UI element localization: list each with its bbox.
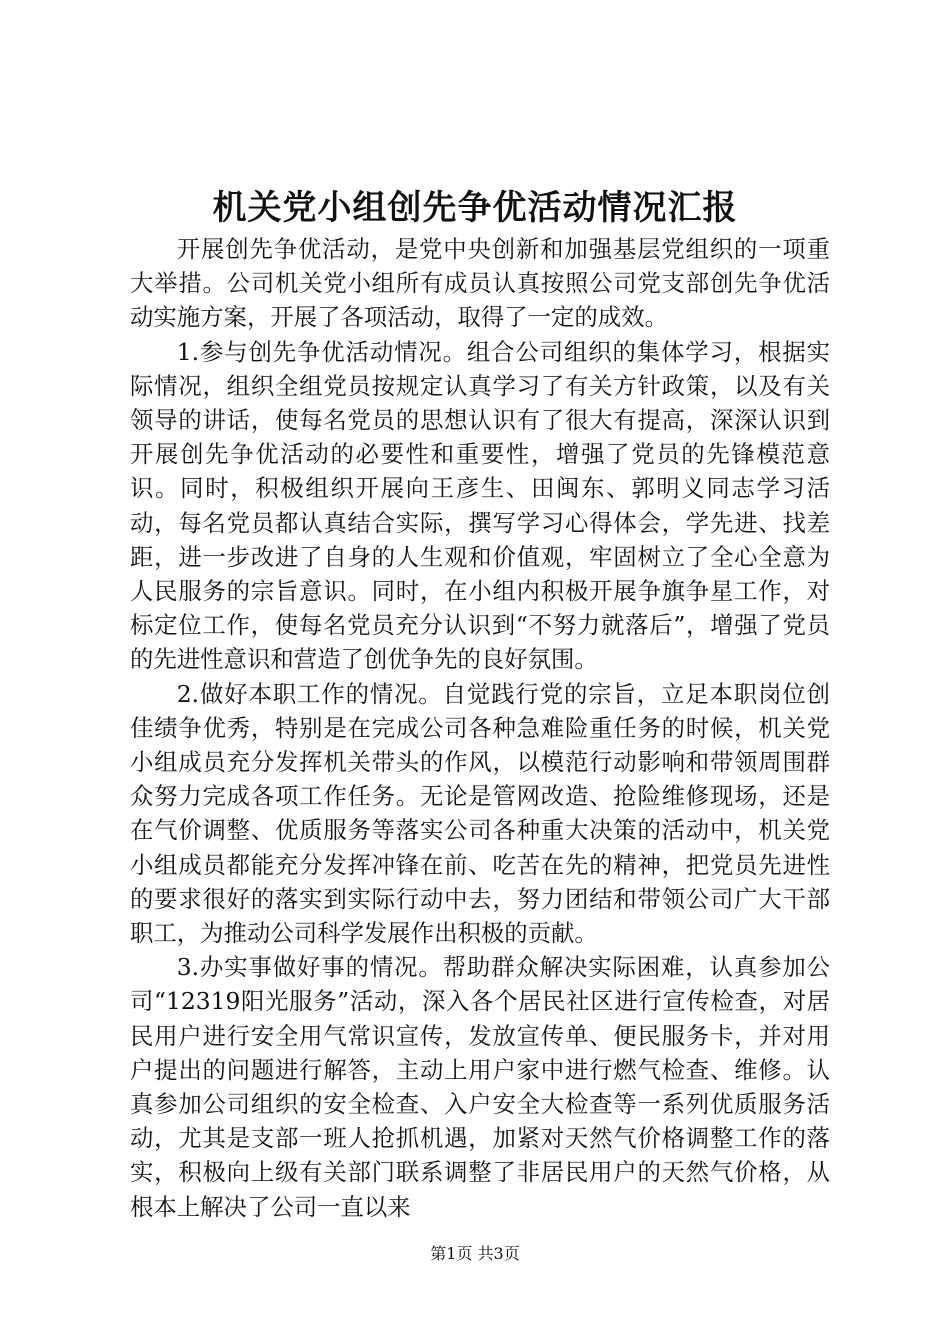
paragraph-intro: 开展创先争优活动，是党中央创新和加强基层党组织的一项重大举措。公司机关党小组所有成员认真按照公司党支部创先争优活动实施方案，开展了各项活动，取得了一定的成效。	[130, 235, 830, 332]
document-title: 机关党小组创先争优活动情况汇报	[212, 188, 738, 228]
paragraph-section-1: 1.参与创先争优活动情况。组合公司组织的集体学习，根据实际情况，组织全组党员按规定认真学习了有关方针政策，以及有关领导的讲话，使每名党员的思想认识有了很大有提高，深深认识到开展创先争优活动的必要性和重要性，增强了党员的先锋模范意识。同时，积极组织开展向王彦生、田闽东、郭明义同志学习活动，每名党员都认真结合实际，撰写学习心得体会，学先进、找差距，进一步改进了自身的人生观和价值观，牢固树立了全心全意为人民服务的宗旨意识。同时，在小组内积极开展争旗争星工作，对标定位工作，使每名党员充分认识到“不努力就落后”，增强了党员的先进性意识和营造了创优争先的良好氛围。	[130, 337, 830, 674]
document-body	[130, 232, 830, 1224]
paragraph-section-2: 2.做好本职工作的情况。自觉践行党的宗旨，立足本职岗位创佳绩争优秀，特别是在完成公司各种急难险重任务的时候，机关党小组成员充分发挥机关带头的作风，以模范行动影响和带领周围群众努力完成各项工作任务。无论是管网改造、抢险维修现场，还是在气价调整、优质服务等落实公司各种重大决策的活动中，机关党小组成员都能充分发挥冲锋在前、吃苦在先的精神，把党员先进性的要求很好的落实到实际行动中去，努力团结和带领公司广大干部职工，为推动公司科学发展作出积极的贡献。	[130, 679, 830, 948]
paragraph-section-3: 3.办实事做好事的情况。帮助群众解决实际困难，认真参加公司“12319阳光服务”活动，深入各个居民社区进行宣传检查，对居民用户进行安全用气常识宣传，发放宣传单、便民服务卡，并对用户提出的问题进行解答，主动上用户家中进行燃气检查、维修。认真参加公司组织的安全检查、入户安全大检查等一系列优质服务活动，尤其是支部一班人抢抓机遇，加紧对天然气价格调整工作的落实，积极向上级有关部门联系调整了非居民用户的天然气价格，从根本上解决了公司一直以来	[130, 953, 830, 1221]
page-footer: 第1页 共3页	[430, 1244, 520, 1263]
